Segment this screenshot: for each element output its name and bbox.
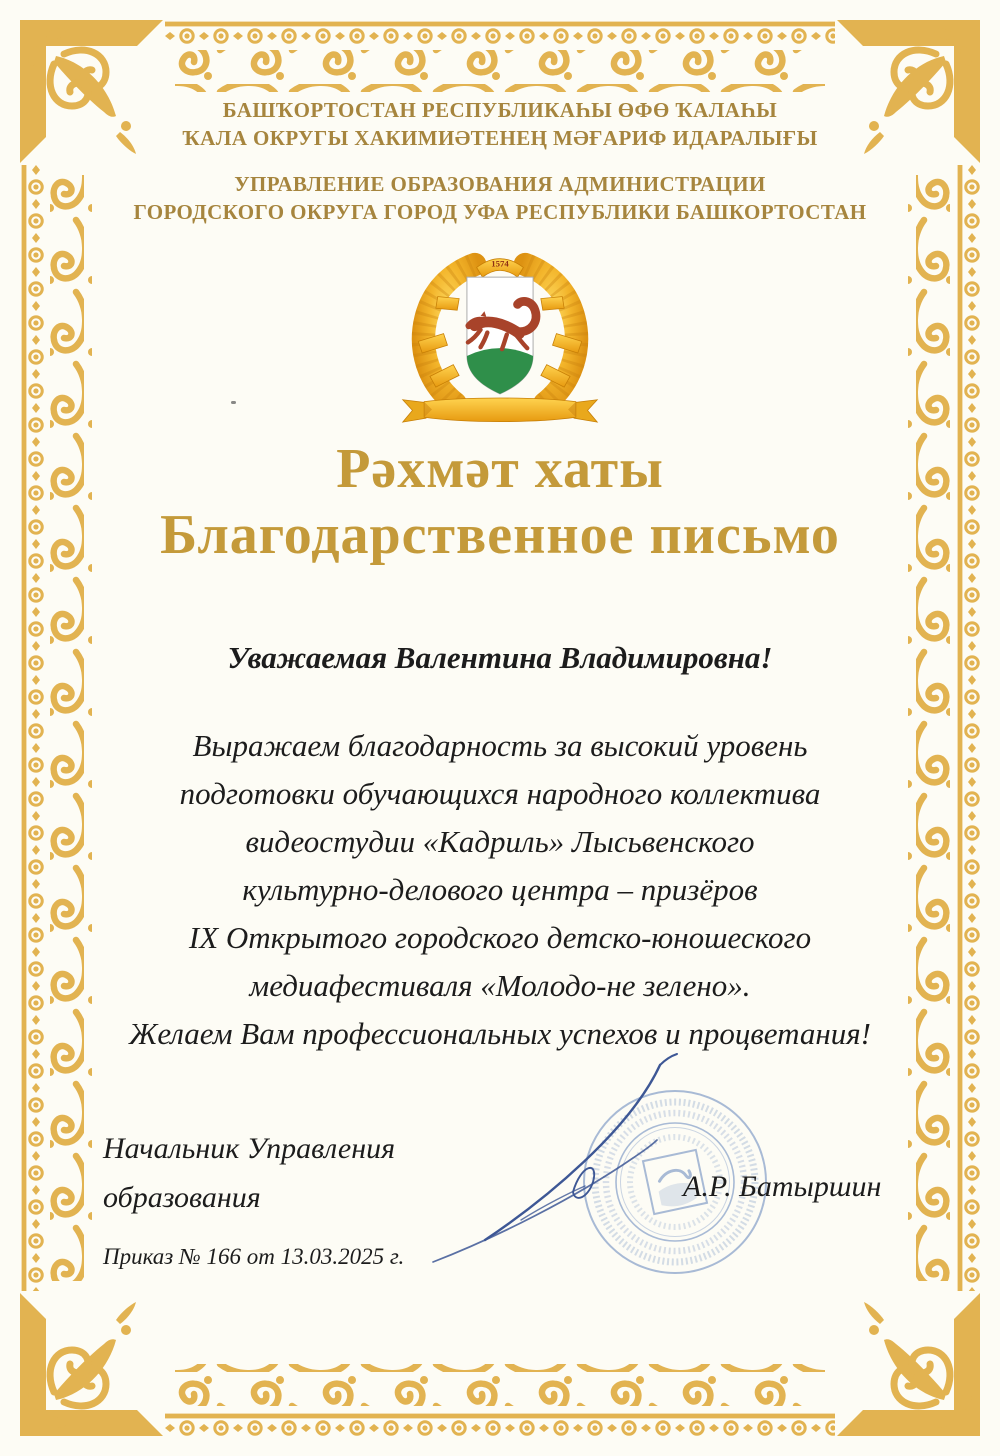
org-bashkir-line1: БАШҠОРТОСТАН РЕСПУБЛИКАҺЫ ӨФӨ ҠАЛАҺЫ <box>222 98 778 122</box>
body-line: Желаем Вам профессиональных успехов и процветания! <box>128 1016 872 1051</box>
signer-position-line2: образования <box>103 1181 261 1214</box>
signer-name: А.Р. Батыршин <box>683 1170 882 1203</box>
founding-year: 1574 <box>491 258 509 269</box>
corner-ornament-bottom-right <box>837 1293 980 1436</box>
border-top-scroll <box>175 50 825 92</box>
coat-of-arms-ufa-icon <box>393 246 607 426</box>
border-bottom-chain <box>165 1412 835 1436</box>
org-name-russian <box>0 170 1000 226</box>
border-bottom-scroll <box>175 1364 825 1406</box>
corner-ornament-bottom-left <box>20 1293 163 1436</box>
title-bashkir: Рәхмәт хаты <box>336 438 664 500</box>
body-line: видеостудии «Кадриль» Лысьвенского <box>245 824 755 859</box>
signer-position <box>103 1124 395 1222</box>
signer-position-line1: Начальник Управления <box>103 1132 396 1165</box>
green-hill <box>467 348 533 394</box>
body-line: IX Открытого городского детско-юношеского <box>188 920 812 955</box>
border-top-chain <box>165 20 835 44</box>
org-name-bashkir <box>0 96 1000 152</box>
body-line: подготовки обучающихся народного коллектива <box>179 776 821 811</box>
body-line: культурно-делового центра – призёров <box>242 872 758 907</box>
body-paragraph <box>0 722 1000 1058</box>
scan-speck <box>231 401 236 404</box>
ribbon-banner <box>403 398 598 422</box>
title-russian: Благодарственное письмо <box>160 504 840 566</box>
body-line: Выражаем благодарность за высокий уровень <box>192 728 808 763</box>
document-title <box>0 436 1000 568</box>
body-line: медиафестиваля «Молодо-не зелено». <box>249 968 751 1003</box>
org-russian-line1: УПРАВЛЕНИЕ ОБРАЗОВАНИЯ АДМИНИСТРАЦИИ <box>234 172 766 196</box>
order-reference: Приказ № 166 от 13.03.2025 г. <box>103 1244 405 1269</box>
org-bashkir-line2: ҠАЛА ОКРУГЫ ХАКИМИӘТЕНЕҢ МӘҒАРИФ ИДАРАЛЫҒЫ <box>182 126 818 150</box>
salutation: Уважаемая Валентина Владимировна! <box>227 640 773 675</box>
org-russian-line2: ГОРОДСКОГО ОКРУГА ГОРОД УФА РЕСПУБЛИКИ БАШКОРТОСТАН <box>133 200 867 224</box>
